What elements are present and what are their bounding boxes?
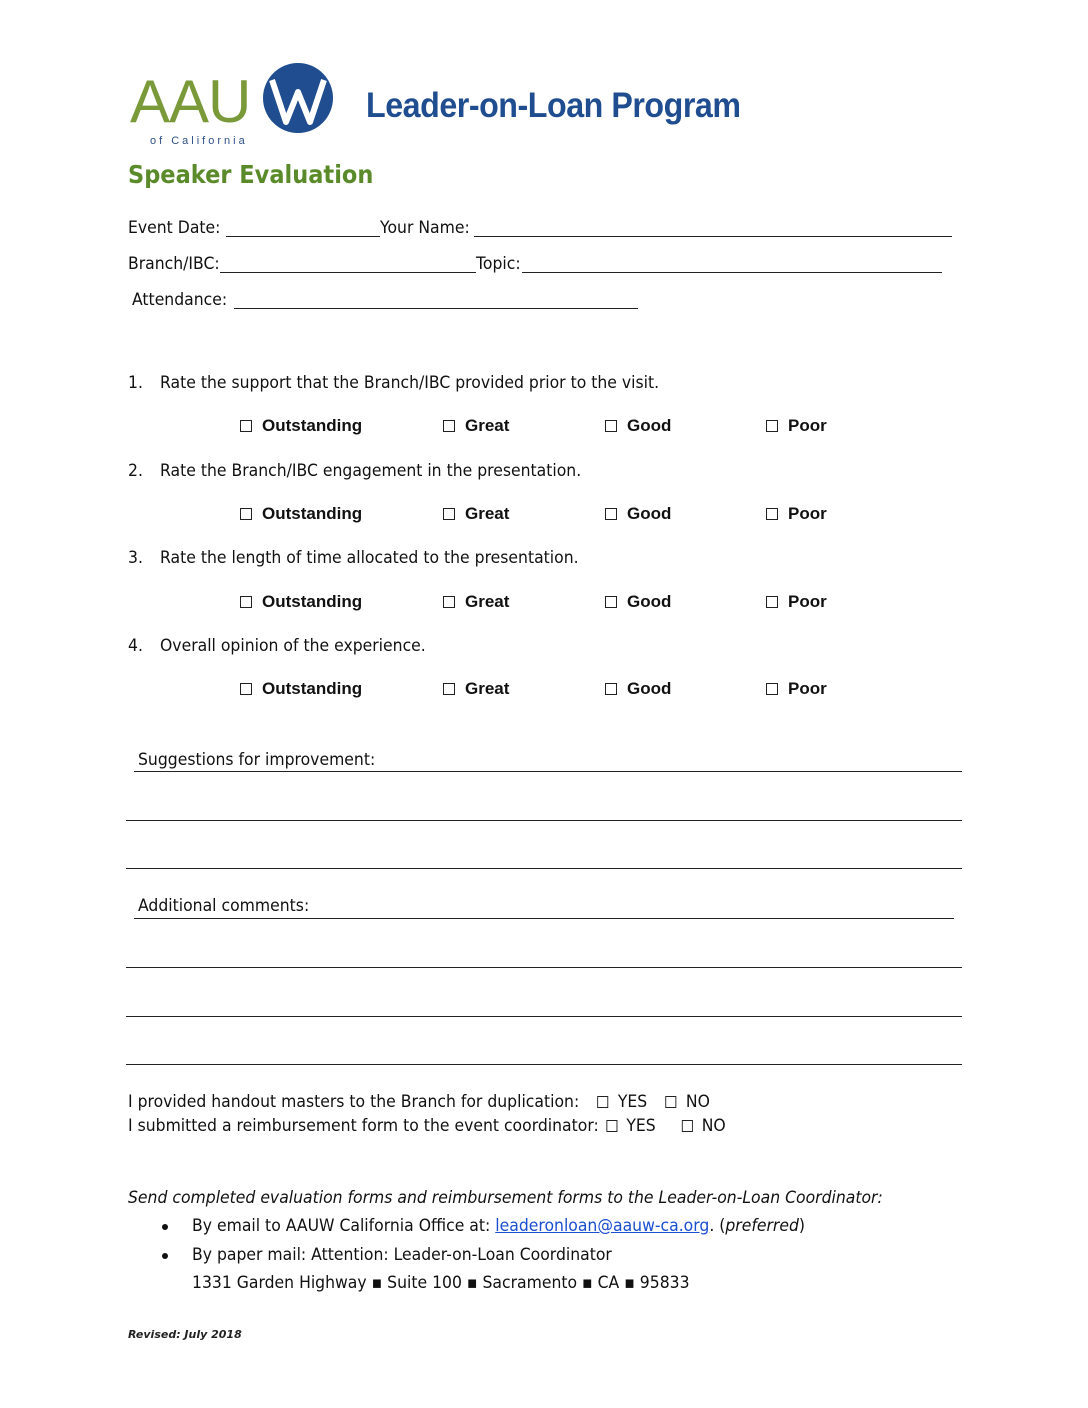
suggestions-line-1[interactable] [134, 771, 962, 772]
question-1-text: Rate the support that the Branch/IBC provided prior to the visit. [160, 373, 660, 393]
q1-option-great[interactable]: Great [443, 416, 509, 436]
bullet-icon [162, 1253, 168, 1259]
suggestions-line-2[interactable] [126, 820, 962, 821]
email-dot: . [709, 1216, 720, 1236]
reimburse-no-label: NO [701, 1116, 726, 1136]
email-prefix: By email to AAUW California Office at: [192, 1216, 496, 1236]
q2-option-great[interactable]: Great [443, 504, 509, 524]
q1-option-outstanding[interactable]: Outstanding [240, 416, 362, 436]
question-4-text: Overall opinion of the experience. [160, 636, 426, 656]
q3-option-outstanding[interactable]: Outstanding [240, 592, 362, 612]
comments-line-3[interactable] [126, 1016, 962, 1017]
q3-option-great[interactable]: Great [443, 592, 509, 612]
revision-date: Revised: July 2018 [128, 1328, 242, 1341]
reimburse-no-checkbox-icon[interactable] [681, 1120, 692, 1132]
checkbox-icon[interactable] [605, 508, 617, 520]
question-1-number: 1. [128, 373, 143, 393]
handout-no-checkbox-icon[interactable] [666, 1096, 677, 1108]
event-date-field[interactable] [226, 236, 380, 237]
aauw-logo-w-icon [262, 62, 334, 134]
question-2-number: 2. [128, 461, 143, 481]
q4-option-good[interactable]: Good [605, 679, 671, 699]
logo-subtitle: of California [150, 135, 248, 147]
checkbox-icon[interactable] [605, 596, 617, 608]
email-line [192, 1216, 805, 1236]
checkbox-icon[interactable] [766, 683, 778, 695]
your-name-field[interactable] [474, 236, 952, 237]
question-4-number: 4. [128, 636, 143, 656]
q4-option-outstanding[interactable]: Outstanding [240, 679, 362, 699]
preferred-note: preferred [725, 1216, 799, 1236]
mail-line-1: By paper mail: Attention: Leader-on-Loan Coordinator [192, 1245, 612, 1265]
logo-text: AAU [130, 68, 251, 135]
checkbox-icon[interactable] [240, 683, 252, 695]
topic-label: Topic: [476, 254, 521, 274]
handout-yes-label: YES [617, 1092, 648, 1112]
checkbox-icon[interactable] [443, 683, 455, 695]
q1-option-poor[interactable]: Poor [766, 416, 827, 436]
reimburse-yes-checkbox-icon[interactable] [606, 1120, 617, 1132]
topic-field[interactable] [522, 272, 942, 273]
your-name-label: Your Name: [380, 218, 470, 238]
handout-row [128, 1092, 710, 1112]
checkbox-icon[interactable] [443, 596, 455, 608]
preferred-close: ) [798, 1216, 806, 1236]
comments-label: Additional comments: [138, 896, 310, 916]
comments-line-1[interactable] [134, 918, 954, 919]
question-3-number: 3. [128, 548, 143, 568]
reimburse-question: I submitted a reimbursement form to the event coordinator: [128, 1116, 599, 1136]
checkbox-icon[interactable] [605, 420, 617, 432]
checkbox-icon[interactable] [240, 508, 252, 520]
handout-no-label: NO [685, 1092, 710, 1112]
bullet-icon [162, 1224, 168, 1230]
checkbox-icon[interactable] [240, 420, 252, 432]
checkbox-icon[interactable] [443, 420, 455, 432]
q1-option-good[interactable]: Good [605, 416, 671, 436]
mail-line-2: 1331 Garden Highway ▪ Suite 100 ▪ Sacramento ▪ CA ▪ 95833 [192, 1273, 690, 1293]
attendance-field[interactable] [234, 308, 638, 309]
preferred-open: ( [719, 1216, 726, 1236]
send-instructions: Send completed evaluation forms and reimbursement forms to the Leader-on-Loan Coordinator: [128, 1188, 883, 1208]
suggestions-label: Suggestions for improvement: [138, 750, 376, 770]
reimburse-row [128, 1116, 726, 1136]
question-3-text: Rate the length of time allocated to the presentation. [160, 548, 579, 568]
checkbox-icon[interactable] [443, 508, 455, 520]
handout-yes-checkbox-icon[interactable] [598, 1096, 609, 1108]
attendance-label: Attendance: [132, 290, 228, 310]
handout-question: I provided handout masters to the Branch for duplication: [128, 1092, 580, 1112]
q3-option-poor[interactable]: Poor [766, 592, 827, 612]
email-link[interactable]: leaderonloan@aauw-ca.org [495, 1216, 710, 1236]
checkbox-icon[interactable] [766, 596, 778, 608]
checkbox-icon[interactable] [766, 508, 778, 520]
q3-option-good[interactable]: Good [605, 592, 671, 612]
checkbox-icon[interactable] [240, 596, 252, 608]
q4-option-poor[interactable]: Poor [766, 679, 827, 699]
suggestions-line-3[interactable] [126, 868, 962, 869]
checkbox-icon[interactable] [766, 420, 778, 432]
q2-option-good[interactable]: Good [605, 504, 671, 524]
reimburse-yes-label: YES [626, 1116, 656, 1136]
comments-line-2[interactable] [126, 967, 962, 968]
comments-line-4[interactable] [126, 1064, 962, 1065]
checkbox-icon[interactable] [605, 683, 617, 695]
program-title: Leader-on-Loan Program [366, 86, 741, 125]
branch-field[interactable] [220, 272, 476, 273]
event-date-label: Event Date: [128, 218, 221, 238]
form-title: Speaker Evaluation [128, 160, 374, 189]
branch-label: Branch/IBC: [128, 254, 220, 274]
q2-option-outstanding[interactable]: Outstanding [240, 504, 362, 524]
question-2-text: Rate the Branch/IBC engagement in the presentation. [160, 461, 582, 481]
q2-option-poor[interactable]: Poor [766, 504, 827, 524]
q4-option-great[interactable]: Great [443, 679, 509, 699]
